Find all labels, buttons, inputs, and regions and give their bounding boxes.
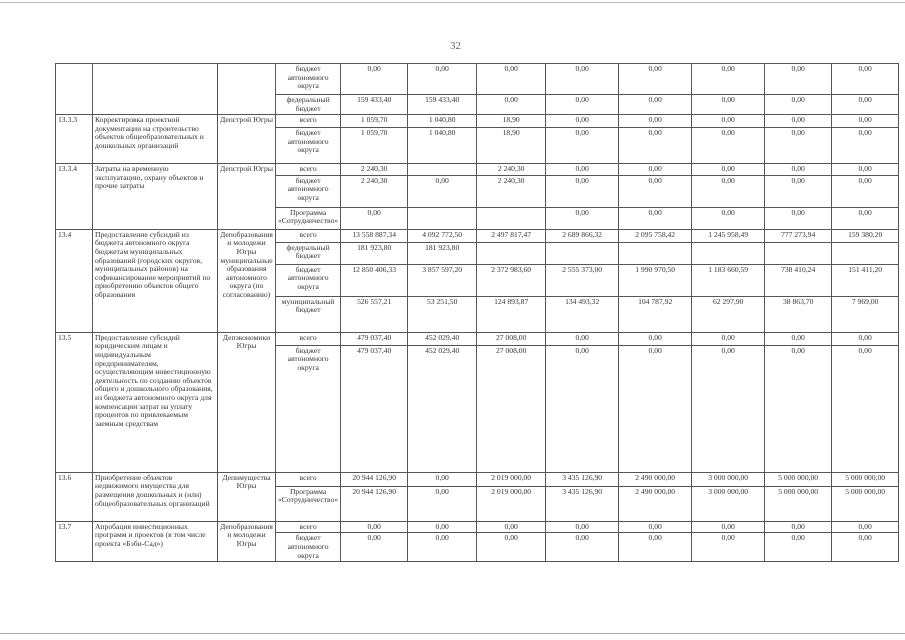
amount-cell: 0,00 (832, 345, 899, 472)
amount-cell: 0,00 (692, 128, 765, 164)
amount-cell: 0,00 (832, 128, 899, 164)
responsible-executor: Депстрой Югры (218, 164, 276, 230)
responsible-executor: Депобразования и молодежи Югры (218, 521, 276, 561)
amount-cell: 0,00 (619, 64, 692, 95)
amount-cell: 0,00 (765, 332, 832, 345)
funding-source: всего (276, 164, 341, 176)
row-number: 13.7 (56, 521, 93, 561)
amount-cell: 0,00 (832, 332, 899, 345)
funding-source: бюджет автономного округа (276, 64, 341, 95)
row-number: 13.3.4 (56, 164, 93, 230)
amount-cell: 0,00 (341, 64, 408, 95)
amount-cell: 2 240,30 (477, 175, 546, 207)
amount-cell: 0,00 (692, 164, 765, 176)
amount-cell: 5 000 000,00 (832, 486, 899, 521)
amount-cell: 0,00 (546, 115, 619, 128)
amount-cell: 0,00 (477, 64, 546, 95)
row-number: 13.6 (56, 472, 93, 521)
amount-cell: 18,90 (477, 115, 546, 128)
activity-name: Приобретение объектов недвижимого имущества для размещения дошкольных и (или) общеобразовательных организаций (93, 472, 218, 521)
amount-cell: 1 040,80 (408, 115, 477, 128)
amount-cell: 1 990 970,50 (619, 264, 692, 296)
amount-cell: 20 944 126,90 (341, 472, 408, 486)
amount-cell: 738 410,24 (765, 264, 832, 296)
amount-cell: 0,00 (341, 533, 408, 562)
funding-source: бюджет автономного округа (276, 175, 341, 207)
amount-cell: 2 689 866,32 (546, 229, 619, 242)
amount-cell: 0,00 (832, 533, 899, 562)
scan-edge-bottom (0, 633, 905, 634)
funding-source: бюджет автономного округа (276, 533, 341, 562)
amount-cell: 38 863,70 (765, 296, 832, 332)
amount-cell: 159 380,20 (832, 229, 899, 242)
amount-cell: 2 490 000,00 (619, 486, 692, 521)
amount-cell: 0,00 (832, 115, 899, 128)
scan-edge-top (0, 2, 905, 3)
activity-name: Апробация инвестиционных программ и проектов (в том числе проекта «Бэби-Сад») (93, 521, 218, 561)
amount-cell: 0,00 (546, 345, 619, 472)
amount-cell: 0,00 (832, 175, 899, 207)
amount-cell: 2 095 758,42 (619, 229, 692, 242)
funding-source: всего (276, 229, 341, 242)
activity-name (93, 64, 218, 115)
amount-cell: 0,00 (765, 345, 832, 472)
funding-source: всего (276, 521, 341, 533)
amount-cell: 0,00 (692, 207, 765, 229)
amount-cell: 0,00 (619, 115, 692, 128)
amount-cell: 104 787,92 (619, 296, 692, 332)
funding-source: Программа «Сотрудничество» (276, 207, 341, 229)
table-row (56, 229, 899, 242)
amount-cell: 0,00 (408, 472, 477, 486)
amount-cell: 3 000 000,00 (692, 472, 765, 486)
amount-cell: 0,00 (546, 521, 619, 533)
amount-cell: 0,00 (546, 64, 619, 95)
page-number: 32 (450, 40, 461, 52)
funding-source: всего (276, 332, 341, 345)
amount-cell: 0,00 (692, 533, 765, 562)
amount-cell: 4 092 772,50 (408, 229, 477, 242)
amount-cell: 0,00 (341, 207, 408, 229)
amount-cell (546, 242, 619, 264)
amount-cell: 479 037,40 (341, 345, 408, 472)
table-row (56, 332, 899, 345)
funding-source: бюджет автономного округа (276, 345, 341, 472)
amount-cell: 0,00 (765, 533, 832, 562)
amount-cell: 181 923,80 (341, 242, 408, 264)
amount-cell: 2 555 373,00 (546, 264, 619, 296)
amount-cell (477, 207, 546, 229)
amount-cell: 0,00 (692, 115, 765, 128)
row-number: 13.4 (56, 229, 93, 332)
amount-cell: 181 923,80 (408, 242, 477, 264)
amount-cell: 0,00 (546, 164, 619, 176)
amount-cell: 151 411,20 (832, 264, 899, 296)
row-number: 13.3.3 (56, 115, 93, 164)
amount-cell: 0,00 (546, 533, 619, 562)
amount-cell: 159 433,40 (341, 95, 408, 115)
funding-source: муниципальный бюджет (276, 296, 341, 332)
funding-source: бюджет автономного округа (276, 128, 341, 164)
amount-cell: 159 433,40 (408, 95, 477, 115)
amount-cell: 124 893,87 (477, 296, 546, 332)
amount-cell: 0,00 (832, 95, 899, 115)
amount-cell: 0,00 (765, 164, 832, 176)
funding-source: Программа «Сотрудничество» (276, 486, 341, 521)
amount-cell: 0,00 (408, 175, 477, 207)
amount-cell: 62 297,90 (692, 296, 765, 332)
amount-cell: 0,00 (619, 207, 692, 229)
amount-cell: 479 037,40 (341, 332, 408, 345)
amount-cell: 5 000 000,00 (832, 472, 899, 486)
amount-cell: 13 558 887,34 (341, 229, 408, 242)
amount-cell: 2 019 000,00 (477, 472, 546, 486)
amount-cell: 0,00 (546, 95, 619, 115)
amount-cell: 0,00 (477, 521, 546, 533)
amount-cell: 0,00 (619, 332, 692, 345)
amount-cell (692, 242, 765, 264)
amount-cell: 0,00 (765, 521, 832, 533)
amount-cell: 526 557,21 (341, 296, 408, 332)
activity-name: Предоставление субсидий из бюджета автономного округа бюджетам муниципальных образований (городских округов, муниципальных районов) на софинансирование мероприятий по приобретению объектов общего образования (93, 229, 218, 332)
amount-cell: 452 029,40 (408, 332, 477, 345)
table-row (56, 472, 899, 486)
amount-cell: 0,00 (765, 64, 832, 95)
amount-cell (765, 242, 832, 264)
activity-name: Предоставление субсидий юридическим лицам и индивидуальным предпринимателям, осуществляющим инвестиционную деятельность по созданию объектов общего и дошкольного образования, из бюджета автономного округа для компенсации затрат на уплату процентов по привлекаемым заемным средствам (93, 332, 218, 472)
amount-cell: 0,00 (765, 207, 832, 229)
table-row (56, 115, 899, 128)
amount-cell: 0,00 (619, 95, 692, 115)
amount-cell: 1 245 958,49 (692, 229, 765, 242)
amount-cell: 27 008,00 (477, 332, 546, 345)
amount-cell: 0,00 (765, 95, 832, 115)
responsible-executor (218, 64, 276, 115)
amount-cell: 0,00 (477, 95, 546, 115)
amount-cell: 0,00 (408, 486, 477, 521)
amount-cell: 0,00 (619, 533, 692, 562)
amount-cell (619, 242, 692, 264)
amount-cell: 27 008,00 (477, 345, 546, 472)
activity-name: Затраты на временную эксплуатацию, охрану объектов и прочие затраты (93, 164, 218, 230)
funding-source: всего (276, 472, 341, 486)
amount-cell: 0,00 (765, 128, 832, 164)
amount-cell: 1 059,70 (341, 128, 408, 164)
amount-cell: 2 240,30 (341, 175, 408, 207)
amount-cell: 777 273,94 (765, 229, 832, 242)
amount-cell: 0,00 (765, 175, 832, 207)
row-number (56, 64, 93, 115)
amount-cell: 0,00 (692, 64, 765, 95)
amount-cell: 0,00 (619, 128, 692, 164)
responsible-executor: Депэкономики Югры (218, 332, 276, 472)
amount-cell: 0,00 (341, 521, 408, 533)
amount-cell: 2 497 817,47 (477, 229, 546, 242)
amount-cell: 134 493,32 (546, 296, 619, 332)
amount-cell: 0,00 (546, 128, 619, 164)
amount-cell: 0,00 (692, 332, 765, 345)
amount-cell (832, 242, 899, 264)
amount-cell: 0,00 (408, 64, 477, 95)
amount-cell: 2 490 000,00 (619, 472, 692, 486)
table-row (56, 64, 899, 95)
amount-cell (408, 164, 477, 176)
amount-cell: 2 240,30 (477, 164, 546, 176)
amount-cell: 0,00 (408, 533, 477, 562)
amount-cell: 2 372 983,60 (477, 264, 546, 296)
amount-cell: 5 000 000,00 (765, 472, 832, 486)
responsible-executor: Депобразования и молодежи Югры муниципальные образования автономного округа (по согласованию) (218, 229, 276, 332)
amount-cell: 0,00 (619, 164, 692, 176)
amount-cell: 0,00 (408, 521, 477, 533)
table-row (56, 164, 899, 176)
amount-cell: 3 435 126,90 (546, 486, 619, 521)
table-row (56, 521, 899, 533)
amount-cell: 0,00 (692, 521, 765, 533)
amount-cell: 53 251,50 (408, 296, 477, 332)
amount-cell: 12 850 406,33 (341, 264, 408, 296)
amount-cell (408, 207, 477, 229)
amount-cell: 0,00 (619, 345, 692, 472)
responsible-executor: Депимущества Югры (218, 472, 276, 521)
amount-cell: 0,00 (546, 207, 619, 229)
amount-cell: 0,00 (477, 533, 546, 562)
amount-cell: 452 029,40 (408, 345, 477, 472)
amount-cell: 0,00 (619, 521, 692, 533)
amount-cell (477, 242, 546, 264)
amount-cell: 0,00 (832, 164, 899, 176)
amount-cell: 1 183 660,59 (692, 264, 765, 296)
amount-cell: 1 040,80 (408, 128, 477, 164)
amount-cell: 0,00 (765, 115, 832, 128)
funding-source: федеральный бюджет (276, 95, 341, 115)
funding-source: бюджет автономного округа (276, 264, 341, 296)
amount-cell: 3 000 000,00 (692, 486, 765, 521)
amount-cell: 3 857 597,20 (408, 264, 477, 296)
activity-name: Корректировка проектной документации на строительство объектов общеобразовательных и дошкольных организаций (93, 115, 218, 164)
amount-cell: 2 019 000,00 (477, 486, 546, 521)
responsible-executor: Депстрой Югры (218, 115, 276, 164)
amount-cell: 0,00 (546, 332, 619, 345)
budget-table (55, 63, 899, 562)
amount-cell: 0,00 (832, 521, 899, 533)
amount-cell: 0,00 (832, 207, 899, 229)
amount-cell: 20 944 126,90 (341, 486, 408, 521)
amount-cell: 2 240,30 (341, 164, 408, 176)
amount-cell: 0,00 (619, 175, 692, 207)
amount-cell: 5 000 000,00 (765, 486, 832, 521)
funding-source: всего (276, 115, 341, 128)
amount-cell: 3 435 126,90 (546, 472, 619, 486)
amount-cell: 0,00 (692, 175, 765, 207)
amount-cell: 0,00 (546, 175, 619, 207)
amount-cell: 0,00 (692, 345, 765, 472)
row-number: 13.5 (56, 332, 93, 472)
amount-cell: 18,90 (477, 128, 546, 164)
funding-source: федеральный бюджет (276, 242, 341, 264)
amount-cell: 0,00 (832, 64, 899, 95)
amount-cell: 1 059,70 (341, 115, 408, 128)
amount-cell: 0,00 (692, 95, 765, 115)
amount-cell: 7 969,00 (832, 296, 899, 332)
